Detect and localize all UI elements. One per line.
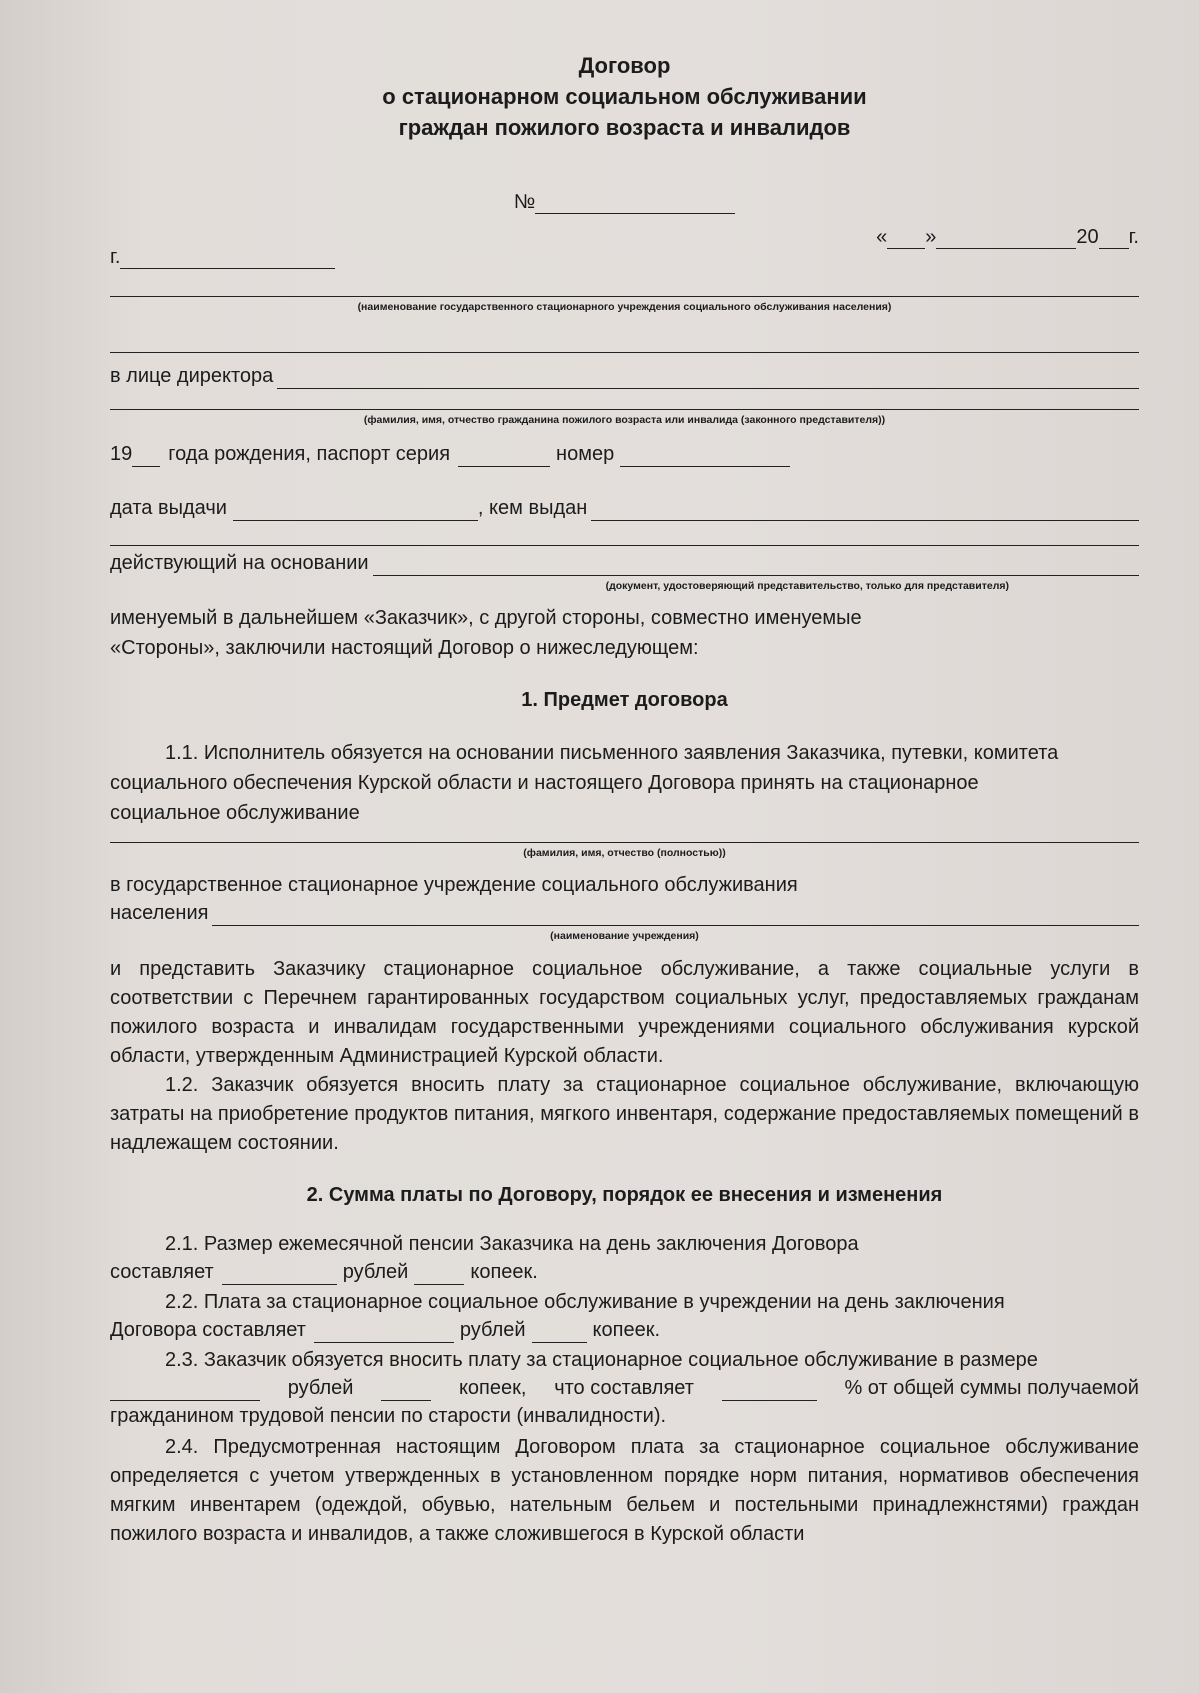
p2-4: 2.4. Предусмотренная настоящим Договором плата за стационарное социальное обслуживание определяется с учетом утвержденных в установленном порядке норм питания, нормативов обеспечения мягким инвентарем (одеждой, обувью, нательным бельем и постельными принадлежнстями) граждан пожилого возраста и инвалидов, а также сложившегося в Курской области (110, 1436, 1139, 1545)
pay-percent-blank[interactable] (722, 1380, 817, 1401)
section-1-heading: 1. Предмет договора (521, 689, 728, 711)
year-blank[interactable] (1099, 228, 1129, 249)
birth-year-blank[interactable] (132, 446, 160, 467)
pension-kop-blank[interactable] (414, 1264, 464, 1285)
p2-3-amount-row: рублей копеек, что составляет % от общей суммы получаемой (110, 1375, 1139, 1401)
basis-row: действующий на основании (110, 550, 1139, 576)
title-line-3: граждан пожилого возраста и инвалидов (398, 115, 851, 140)
date-field: « » 20 г. (876, 226, 1139, 248)
person-line[interactable] (110, 389, 1139, 410)
p2-2-line-1: 2.2. Плата за стационарное социальное обслуживание в учреждении на день заключения (165, 1291, 1005, 1313)
title-line-2: о стационарном социальном обслуживании (382, 84, 867, 109)
pension-rub-blank[interactable] (222, 1264, 337, 1285)
month-blank[interactable] (936, 228, 1076, 249)
day-blank[interactable] (887, 228, 925, 249)
number-blank[interactable] (535, 193, 735, 214)
fee-rub-blank[interactable] (314, 1322, 454, 1343)
p1-1-line-2: социального обеспечения Курской области и настоящего Договора принять на стационарное (110, 772, 979, 794)
caption-institution-name: (наименование учреждения) (550, 930, 699, 942)
contract-number (110, 191, 1139, 214)
p-services: и представить Заказчику стационарное социальное обслуживание, а также социальные услуги в соответствии с Перечнем гарантированных государством социальных услуг, предоставляемых гражданам пожилого возраста и инвалидам государственными учреждениями социального обслуживания курской области, утвержденным Администрацией Курской области. (110, 958, 1139, 1067)
p1-2: 1.2. Заказчик обязуется вносить плату за стационарное социальное обслуживание, включающую затраты на приобретение продуктов питания, мягкого инвентаря, содержание предоставляемых помещений в надлежащем состоянии. (110, 1074, 1139, 1154)
director-row (110, 363, 1139, 389)
p2-3-line-1: 2.3. Заказчик обязуется вносить плату за стационарное социальное обслуживание в размере (165, 1349, 1038, 1371)
issue-date-blank[interactable] (233, 500, 478, 521)
p2-1-amount-row: составляет рублей копеек. (110, 1261, 538, 1283)
city-field: г. (110, 246, 335, 269)
p2-2-amount-row: Договора составляет рублей копеек. (110, 1319, 661, 1341)
named-line-1: именуемый в дальнейшем «Заказчик», с другой стороны, совместно именуемые (110, 607, 862, 629)
p2-1-line-1: 2.1. Размер ежемесячной пенсии Заказчика на день заключения Договора (165, 1233, 859, 1255)
institution-row: населения (110, 900, 1139, 926)
passport-series-blank[interactable] (458, 446, 550, 467)
pay-kop-blank[interactable] (381, 1380, 431, 1401)
issued-by-blank[interactable] (591, 498, 1139, 521)
pay-rub-blank[interactable] (110, 1380, 260, 1401)
issued-by-line-2[interactable] (110, 521, 1139, 546)
fee-kop-blank[interactable] (532, 1322, 587, 1343)
caption-document: (документ, удостоверяющий представительство, только для представителя) (605, 580, 1009, 592)
title-line-1: Договор (578, 53, 671, 78)
issue-row: дата выдачи , кем выдан (110, 495, 1139, 521)
institution-line-2[interactable] (110, 326, 1139, 353)
director-blank[interactable] (277, 366, 1139, 389)
birth-passport-row: 19 года рождения, паспорт серия номер (110, 441, 1139, 467)
institution-text-line-1: в государственное стационарное учреждение социального обслуживания (110, 874, 798, 896)
number-label: № (513, 191, 536, 213)
section-2-heading: 2. Сумма платы по Договору, порядок ее внесения и изменения (306, 1184, 943, 1206)
basis-blank[interactable] (373, 553, 1139, 576)
city-date-row (110, 226, 1139, 270)
institution-line[interactable] (110, 270, 1139, 297)
caption-fio: (фамилия, имя, отчество (полностью)) (523, 847, 726, 859)
caption-institution: (наименование государственного стационарного учреждения социального обслуживания населения) (357, 301, 892, 313)
caption-person: (фамилия, имя, отчество гражданина пожилого возраста или инвалида (законного представителя)) (363, 414, 886, 426)
p1-1-line-3: социальное обслуживание (110, 802, 360, 824)
named-line-2: «Стороны», заключили настоящий Договор о нижеследующем: (110, 637, 699, 659)
institution-name-blank[interactable] (212, 903, 1139, 926)
city-blank[interactable] (120, 248, 335, 269)
passport-number-blank[interactable] (620, 446, 790, 467)
director-label: в лице директора (110, 365, 274, 387)
p1-1-line-1: 1.1. Исполнитель обязуется на основании письменного заявления Заказчика, путевки, комитета (165, 742, 1059, 764)
p2-3-line-3: гражданином трудовой пенсии по старости (инвалидности). (110, 1405, 667, 1427)
fio-line[interactable] (110, 828, 1139, 843)
